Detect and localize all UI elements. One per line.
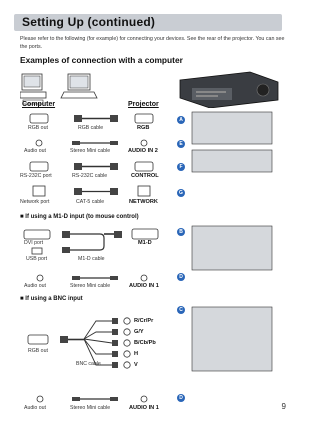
dvi-port-label: DVI port xyxy=(24,240,44,246)
bnc-connector-icons xyxy=(124,318,130,368)
bnc-cable-label: BNC cable xyxy=(76,361,101,367)
audio-row xyxy=(36,140,147,146)
m1d-cable-label: M1-D cable xyxy=(78,256,105,262)
badge-e: E xyxy=(177,140,185,148)
rs232-port-icon xyxy=(30,162,48,171)
cat5-cable-label: CAT-5 cable xyxy=(76,199,105,205)
bnc-audio-out-label: Audio out xyxy=(24,405,46,411)
section-examples-title: Examples of connection with a computer xyxy=(20,55,183,65)
m1d-stereo-cable-label: Stereo Mini cable xyxy=(70,283,111,289)
usb-port-label: USB port xyxy=(26,256,48,262)
bnc-audio-in-1-label: AUDIO IN 1 xyxy=(129,405,159,411)
rgb-out-label: RGB out xyxy=(28,125,48,131)
badge-d-m1d: D xyxy=(177,273,185,281)
stereo-mini-cable-label: Stereo Mini cable xyxy=(70,148,111,154)
badge-f: F xyxy=(177,163,185,171)
badge-b: B xyxy=(177,228,185,236)
badge-g: G xyxy=(177,189,185,197)
rgb-port-icon xyxy=(30,114,48,123)
projector-panel-top xyxy=(192,112,272,144)
badge-d-bnc: D xyxy=(177,394,185,402)
m1d-audio-out-label: Audio out xyxy=(24,283,46,289)
section-m1d-title: ■ If using a M1-D input (to mouse control) xyxy=(20,214,139,220)
usb-port-icon xyxy=(32,248,42,254)
bnc-port-b: B/Cb/Pb xyxy=(134,340,156,346)
network-label: NETWORK xyxy=(129,199,158,205)
network-port-label: Network port xyxy=(20,199,50,205)
m1d-port-label: M1-D xyxy=(138,240,152,246)
desktop-computer-icon xyxy=(20,74,46,104)
rgb-cable-label: RGB cable xyxy=(78,125,104,131)
projector-panel-m1d xyxy=(192,226,272,270)
laptop-icon xyxy=(61,74,97,98)
badge-a: A xyxy=(177,116,185,124)
audio-out-label: Audio out xyxy=(24,148,46,154)
rgb-row xyxy=(30,112,272,144)
intro-text: Please refer to the following (for example) for connecting your devices. See the rear of the projector. You can see the ports. xyxy=(20,36,285,50)
projector-panel-bnc xyxy=(192,307,272,371)
projector-header: Projector xyxy=(128,101,159,108)
page-number: 9 xyxy=(281,402,286,411)
projector-icon xyxy=(180,72,278,108)
dvi-port-icon xyxy=(24,230,50,239)
bnc-port-r: R/Cr/Pr xyxy=(134,318,154,324)
rs232-port-label: RS-232C port xyxy=(20,173,52,179)
section-bnc-title: ■ If using a BNC input xyxy=(20,296,83,302)
bnc-port-h: H xyxy=(134,351,139,357)
bnc-port-v: V xyxy=(134,362,138,368)
audio-jack-icon xyxy=(36,140,42,146)
network-row xyxy=(33,186,150,196)
network-port-icon xyxy=(33,186,45,196)
bnc-port-g: G/Y xyxy=(134,329,144,335)
audio-in-2-label: AUDIO IN 2 xyxy=(128,148,158,154)
rgb-port-label: RGB xyxy=(137,125,150,131)
computer-header: Computer xyxy=(22,101,56,108)
control-port-label: CONTROL xyxy=(131,173,159,179)
rs232-cable-label: RS-232C cable xyxy=(72,173,108,179)
bnc-rgb-port-icon xyxy=(28,335,48,344)
badge-c: C xyxy=(177,306,185,314)
bnc-rgb-out-label: RGB out xyxy=(28,348,48,354)
bnc-stereo-cable-label: Stereo Mini cable xyxy=(70,405,111,411)
page-title: Setting Up (continued) xyxy=(22,15,156,29)
m1d-audio-in-1-label: AUDIO IN 1 xyxy=(129,283,159,289)
